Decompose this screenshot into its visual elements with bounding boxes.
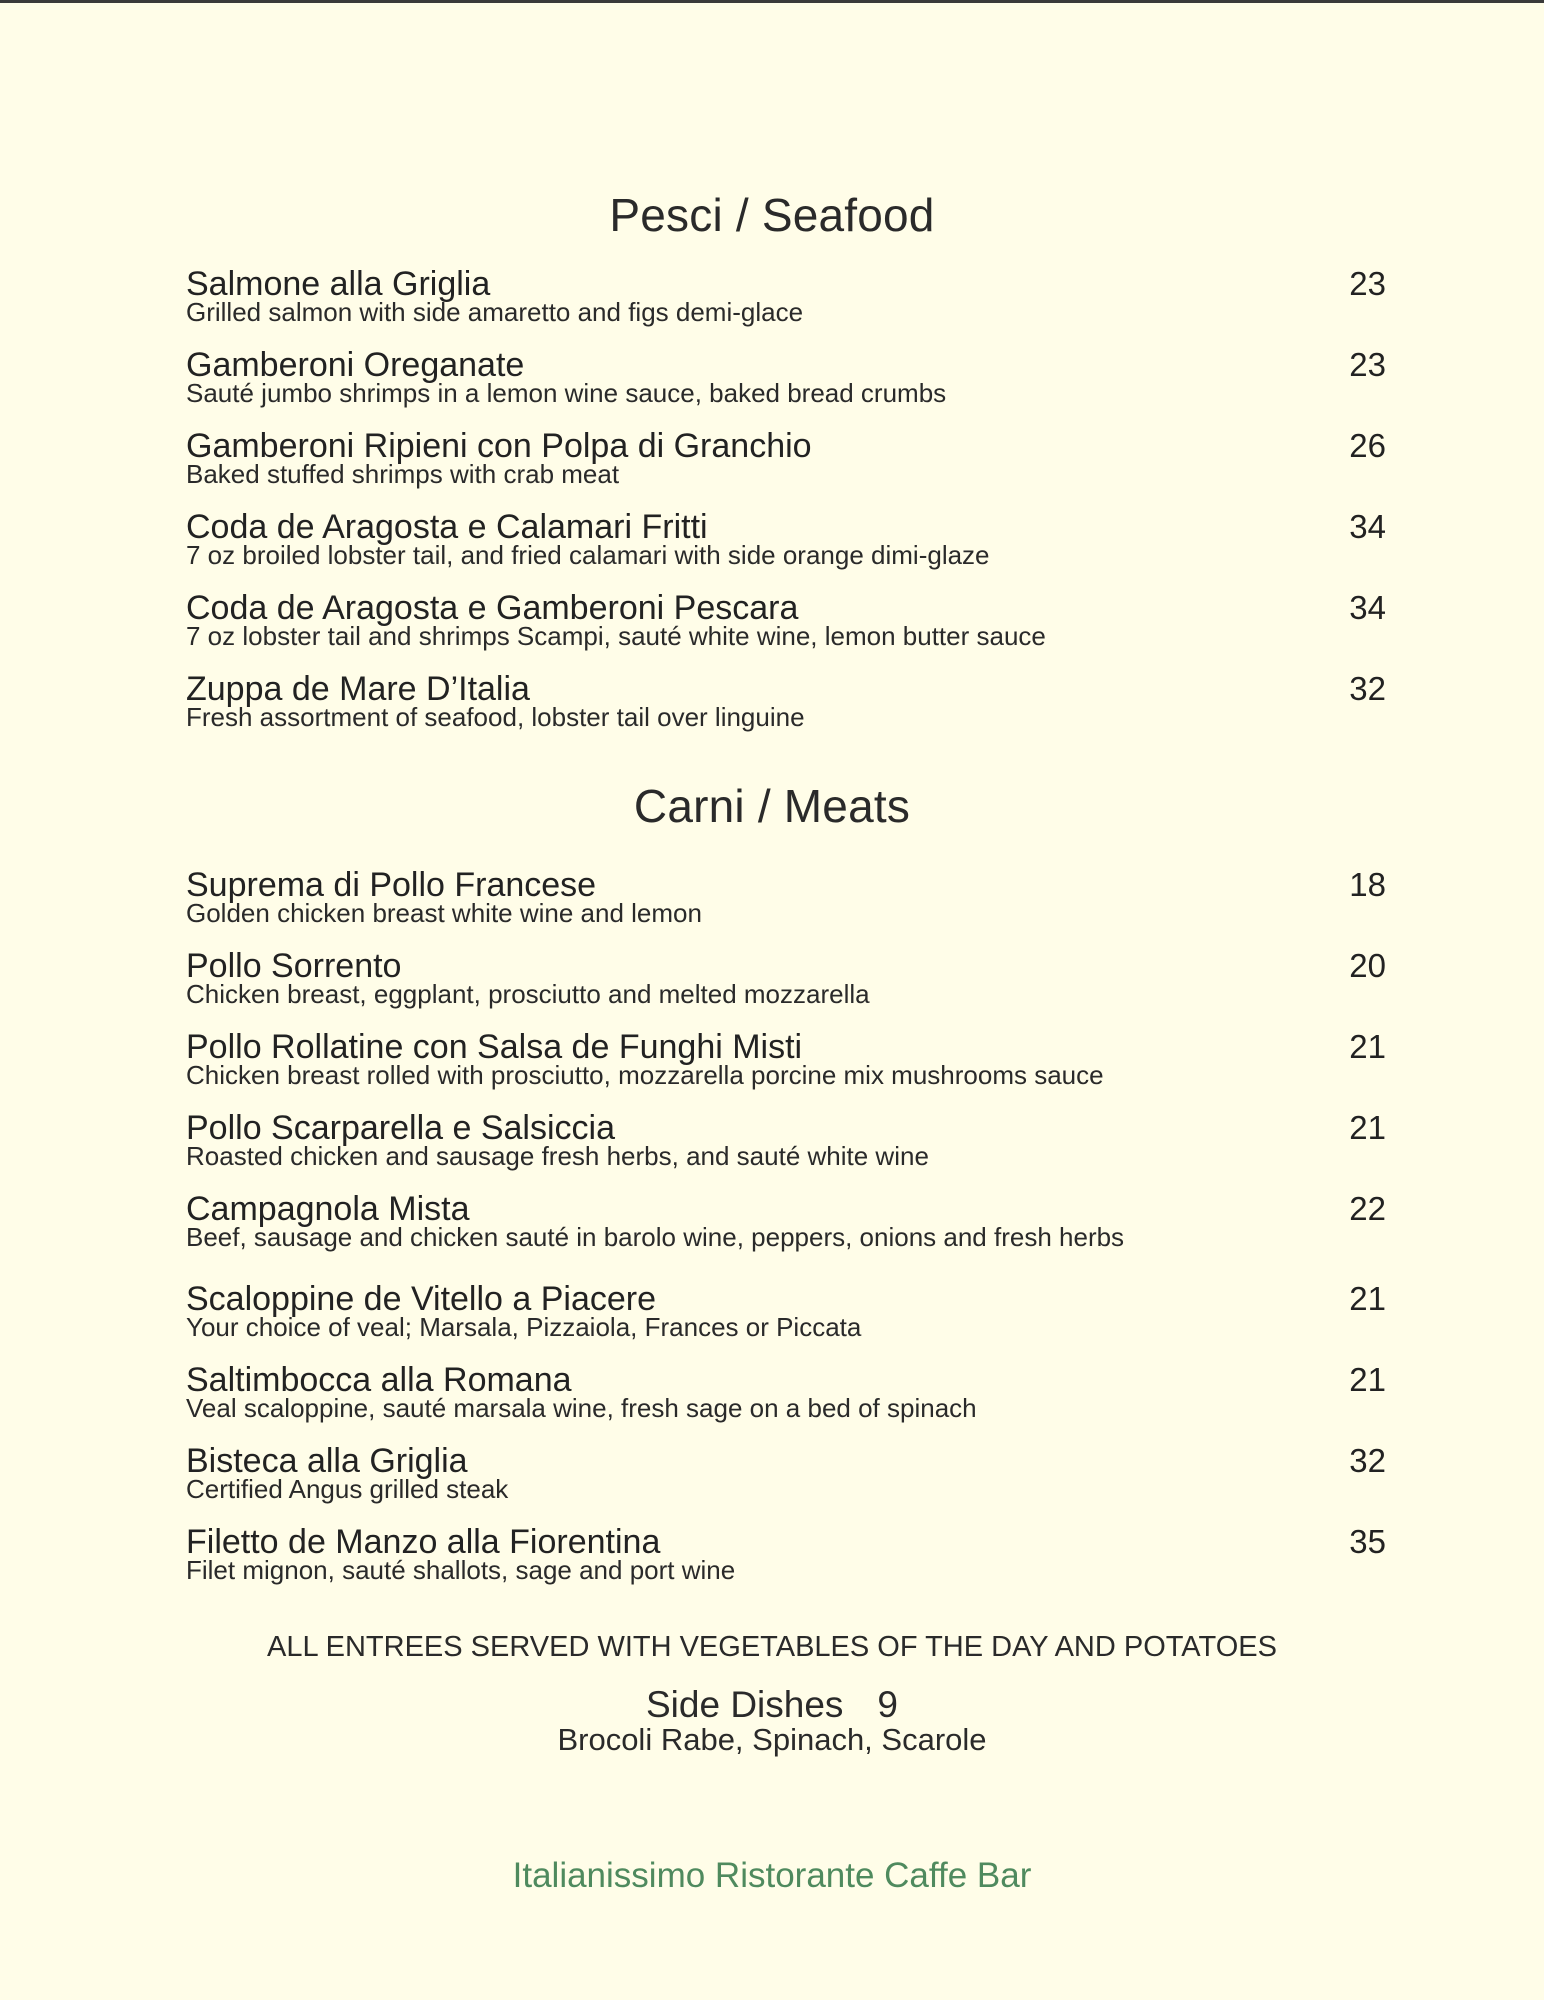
item-name: Pollo Rollatine con Salsa de Funghi Misti: [186, 1028, 803, 1066]
item-description: Certified Angus grilled steak: [186, 1474, 509, 1504]
side-dishes-heading: [0, 1685, 1544, 1725]
item-description: Veal scaloppine, sauté marsala wine, fresh sage on a bed of spinach: [186, 1393, 977, 1423]
menu-item: [186, 428, 1386, 498]
menu-item: [186, 1362, 1386, 1432]
item-price: 23: [1349, 265, 1386, 302]
item-name: Zuppa de Mare D’Italia: [186, 670, 530, 708]
item-name: Filetto de Manzo alla Fiorentina: [186, 1523, 661, 1561]
item-description: Baked stuffed shrimps with crab meat: [186, 459, 620, 489]
side-dishes-title: Side Dishes: [645, 1684, 844, 1725]
menu-item: [186, 1191, 1386, 1261]
page-top-edge: [0, 0, 1544, 3]
item-description: Fresh assortment of seafood, lobster tail over linguine: [186, 702, 805, 732]
item-description: Beef, sausage and chicken sauté in barolo wine, peppers, onions and fresh herbs: [186, 1222, 1125, 1252]
item-name: Scaloppine de Vitello a Piacere: [186, 1280, 657, 1318]
menu-item: [186, 867, 1386, 937]
item-name: Coda de Aragosta e Calamari Fritti: [186, 508, 708, 546]
item-description: Chicken breast rolled with prosciutto, mozzarella porcine mix mushrooms sauce: [186, 1060, 1104, 1090]
item-name: Salmone alla Griglia: [186, 265, 491, 303]
menu-item: [186, 1524, 1386, 1594]
item-description: Golden chicken breast white wine and lemon: [186, 898, 702, 928]
item-price: 34: [1349, 589, 1386, 626]
menu-item: [186, 1110, 1386, 1180]
item-price: 26: [1349, 427, 1386, 464]
item-price: 34: [1349, 508, 1386, 545]
item-name: Campagnola Mista: [186, 1190, 470, 1228]
item-description: Filet mignon, sauté shallots, sage and port wine: [186, 1555, 736, 1585]
item-description: 7 oz broiled lobster tail, and fried calamari with side orange dimi-glaze: [186, 540, 990, 570]
side-dishes-price: 9: [877, 1684, 898, 1725]
item-price: 22: [1349, 1190, 1386, 1227]
item-price: 18: [1349, 866, 1386, 903]
restaurant-name: Italianissimo Ristorante Caffe Bar: [512, 1856, 1032, 1895]
item-price: 21: [1349, 1109, 1386, 1146]
menu-item: [186, 948, 1386, 1018]
item-price: 20: [1349, 947, 1386, 984]
menu-item: [186, 347, 1386, 417]
item-description: Chicken breast, eggplant, prosciutto and melted mozzarella: [186, 979, 870, 1009]
item-description: Sauté jumbo shrimps in a lemon wine sauce, baked bread crumbs: [186, 378, 947, 408]
item-name: Bisteca alla Griglia: [186, 1442, 468, 1480]
item-name: Gamberoni Oreganate: [186, 346, 525, 384]
item-price: 21: [1349, 1028, 1386, 1065]
menu-item: [186, 1029, 1386, 1099]
item-price: 21: [1349, 1361, 1386, 1398]
item-price: 32: [1349, 1442, 1386, 1479]
item-price: 35: [1349, 1523, 1386, 1560]
menu-item: [186, 1443, 1386, 1513]
item-name: Pollo Sorrento: [186, 947, 402, 985]
item-description: Roasted chicken and sausage fresh herbs, and sauté white wine: [186, 1141, 929, 1171]
meats-section-title: Carni / Meats: [633, 780, 911, 832]
menu-item: [186, 509, 1386, 579]
entrees-notice: ALL ENTREES SERVED WITH VEGETABLES OF THE DAY AND POTATOES: [267, 1631, 1277, 1663]
item-description: Your choice of veal; Marsala, Pizzaiola, Frances or Piccata: [186, 1312, 862, 1342]
menu-item: [186, 1281, 1386, 1351]
item-price: 32: [1349, 670, 1386, 707]
item-price: 21: [1349, 1280, 1386, 1317]
item-name: Pollo Scarparella e Salsiccia: [186, 1109, 615, 1147]
item-description: 7 oz lobster tail and shrimps Scampi, sauté white wine, lemon butter sauce: [186, 621, 1046, 651]
menu-item: [186, 266, 1386, 336]
menu-item: [186, 671, 1386, 741]
item-name: Gamberoni Ripieni con Polpa di Granchio: [186, 427, 812, 465]
item-description: Grilled salmon with side amaretto and figs demi-glace: [186, 297, 804, 327]
item-name: Suprema di Pollo Francese: [186, 866, 597, 904]
item-name: Coda de Aragosta e Gamberoni Pescara: [186, 589, 799, 627]
menu-item: [186, 590, 1386, 660]
side-dishes-list: Brocoli Rabe, Spinach, Scarole: [557, 1722, 987, 1757]
seafood-section-title: Pesci / Seafood: [609, 189, 935, 241]
item-price: 23: [1349, 346, 1386, 383]
item-name: Saltimbocca alla Romana: [186, 1361, 572, 1399]
